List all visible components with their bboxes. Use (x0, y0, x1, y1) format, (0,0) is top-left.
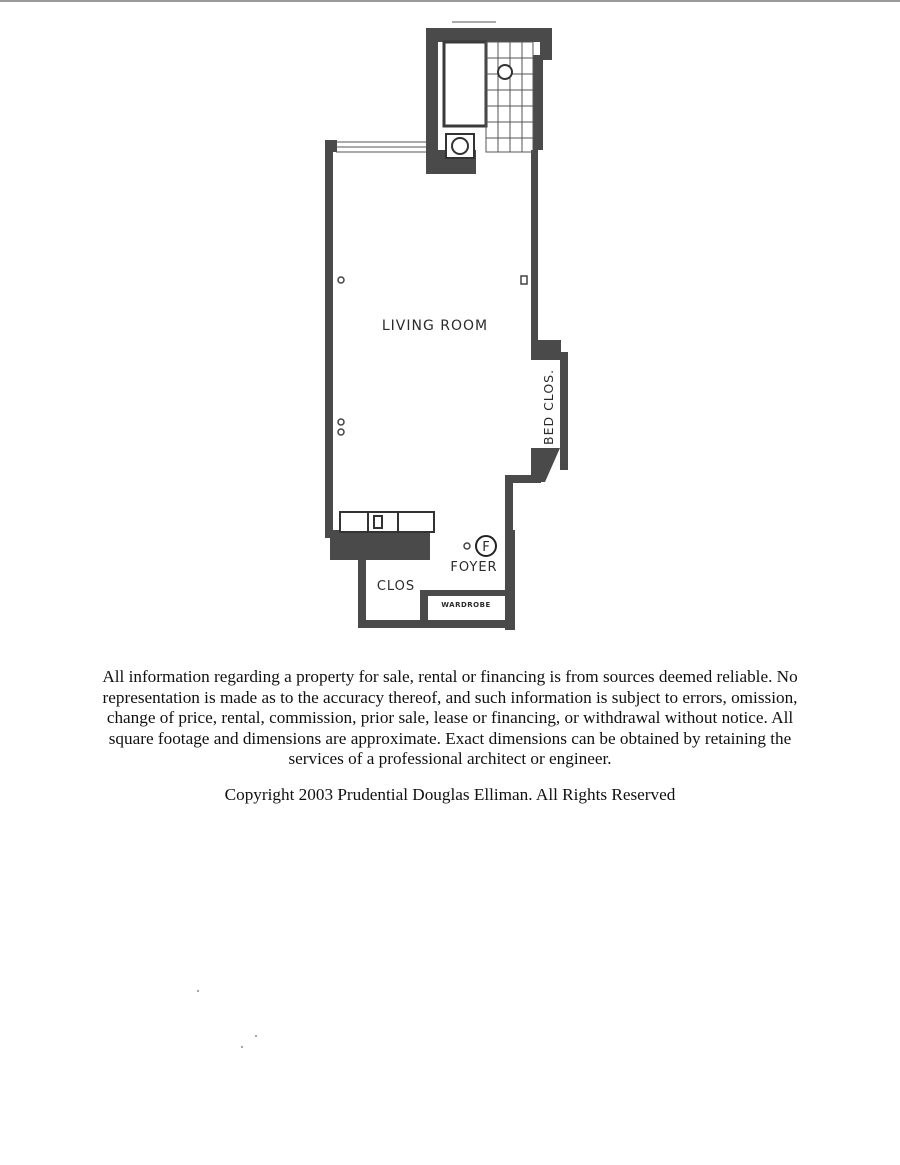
kitchen-counter (340, 512, 434, 532)
closet-label: CLOS (376, 579, 416, 594)
copyright-text: Copyright 2003 Prudential Douglas Elliman. All Rights Reserved (224, 785, 676, 804)
disclaimer-text: All information regarding a property for sale, rental or financing is from sources deemed reliable. No representation is made as to the accuracy thereof, and such information is subject to errors, omission, change of price, rental, commission, prior sale, lease or financing, or withdrawal without notice. All square footage and dimensions are approximate. Exact dimensions can be obtained by retaining the services of a professional architect or engineer. (102, 667, 798, 769)
scan-speck (197, 990, 199, 992)
wardrobe-label: WARDROBE (441, 601, 491, 609)
wall-outlets (338, 276, 527, 435)
bathtub (444, 42, 486, 126)
scan-speck (241, 1046, 243, 1048)
sink-icon (498, 65, 512, 79)
foyer-marker: F (482, 540, 490, 555)
scan-speck (255, 1035, 257, 1037)
bathroom-tiles (486, 42, 533, 152)
bed-closet-label: BED CLOS. (541, 368, 556, 445)
foyer-label: FOYER (450, 560, 498, 575)
living-room-label: LIVING ROOM (381, 318, 489, 334)
